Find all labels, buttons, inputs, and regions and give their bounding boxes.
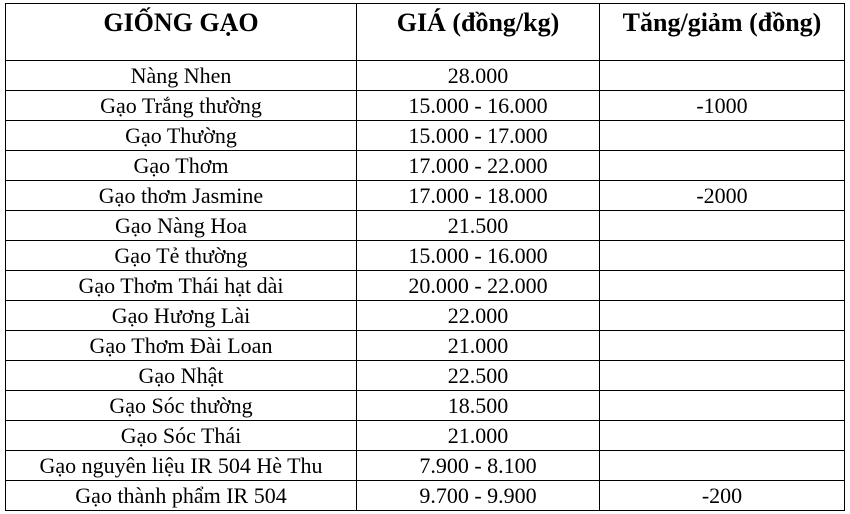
table-body: [6, 61, 845, 511]
cell-change: -1000: [600, 91, 845, 121]
cell-change: [600, 451, 845, 481]
cell-price: 15.000 - 16.000: [357, 241, 600, 271]
table-row: [6, 211, 845, 241]
cell-variety: Gạo Nàng Hoa: [6, 211, 357, 241]
cell-variety: Nàng Nhen: [6, 61, 357, 91]
table-row: [6, 331, 845, 361]
cell-change: [600, 391, 845, 421]
cell-variety: Gạo Sóc thường: [6, 391, 357, 421]
table-row: [6, 121, 845, 151]
table-row: [6, 391, 845, 421]
cell-price: 22.500: [357, 361, 600, 391]
header-variety: GIỐNG GẠO: [6, 4, 357, 61]
cell-change: [600, 331, 845, 361]
cell-variety: Gạo Thường: [6, 121, 357, 151]
cell-change: [600, 361, 845, 391]
cell-variety: Gạo Tẻ thường: [6, 241, 357, 271]
rice-price-table: [5, 3, 845, 511]
table-row: [6, 481, 845, 511]
cell-change: [600, 121, 845, 151]
cell-change: [600, 421, 845, 451]
header-change: Tăng/giảm (đồng): [600, 4, 845, 61]
cell-variety: Gạo Thơm Thái hạt dài: [6, 271, 357, 301]
cell-variety: Gạo Thơm Đài Loan: [6, 331, 357, 361]
cell-price: 17.000 - 18.000: [357, 181, 600, 211]
table-row: [6, 421, 845, 451]
cell-price: 15.000 - 16.000: [357, 91, 600, 121]
table-row: [6, 271, 845, 301]
table-row: [6, 61, 845, 91]
cell-price: 21.000: [357, 331, 600, 361]
cell-change: [600, 211, 845, 241]
cell-variety: Gạo Trắng thường: [6, 91, 357, 121]
cell-change: [600, 61, 845, 91]
cell-variety: Gạo thơm Jasmine: [6, 181, 357, 211]
cell-price: 18.500: [357, 391, 600, 421]
cell-variety: Gạo Nhật: [6, 361, 357, 391]
header-price: GIÁ (đồng/kg): [357, 4, 600, 61]
cell-price: 21.000: [357, 421, 600, 451]
header-row: [6, 4, 845, 61]
table-row: [6, 241, 845, 271]
table-row: [6, 301, 845, 331]
cell-change: [600, 301, 845, 331]
cell-price: 15.000 - 17.000: [357, 121, 600, 151]
cell-price: 28.000: [357, 61, 600, 91]
cell-variety: Gạo nguyên liệu IR 504 Hè Thu: [6, 451, 357, 481]
cell-change: -2000: [600, 181, 845, 211]
table-row: [6, 91, 845, 121]
cell-change: -200: [600, 481, 845, 511]
cell-price: 21.500: [357, 211, 600, 241]
cell-price: 17.000 - 22.000: [357, 151, 600, 181]
cell-variety: Gạo Hương Lài: [6, 301, 357, 331]
cell-price: 22.000: [357, 301, 600, 331]
rice-price-sheet: [5, 3, 844, 511]
table-row: [6, 181, 845, 211]
cell-price: 7.900 - 8.100: [357, 451, 600, 481]
cell-change: [600, 151, 845, 181]
table-header: [6, 4, 845, 61]
cell-price: 9.700 - 9.900: [357, 481, 600, 511]
table-row: [6, 151, 845, 181]
cell-variety: Gạo Thơm: [6, 151, 357, 181]
cell-variety: Gạo Sóc Thái: [6, 421, 357, 451]
table-row: [6, 451, 845, 481]
cell-change: [600, 241, 845, 271]
cell-variety: Gạo thành phẩm IR 504: [6, 481, 357, 511]
table-row: [6, 361, 845, 391]
cell-price: 20.000 - 22.000: [357, 271, 600, 301]
cell-change: [600, 271, 845, 301]
